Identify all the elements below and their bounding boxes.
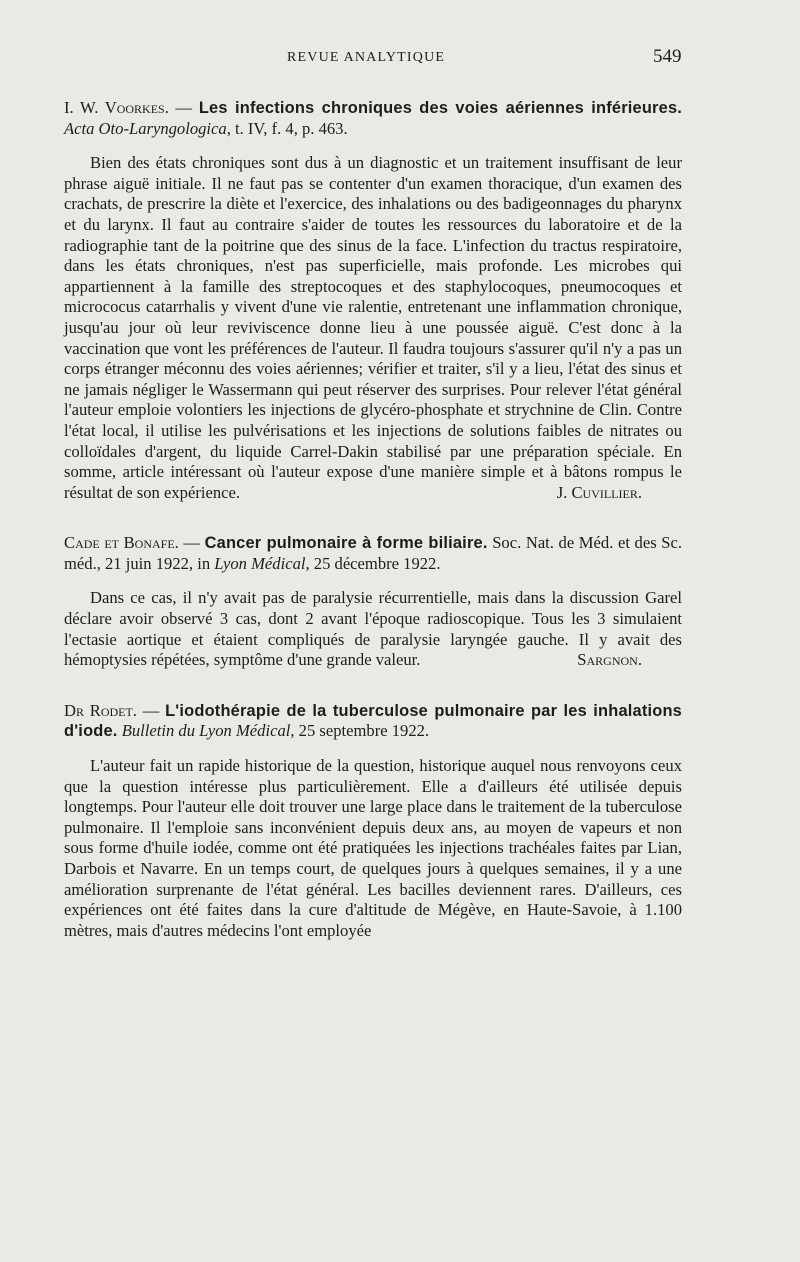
abstract-text: Bien des états chroniques sont dus à un diagnostic et un traitement insuffisant de leur phrase aiguë initiale. Il ne faut pas se contenter d'un examen thoracique, d'un examen des crachats, de prescrire la diète et l'exercice, des inhalations ou des badigeonnages du pharynx et du larynx. Il faut au contraire s'aider de toutes les ressources du laboratoire et de la radiographie tant de la poitrine que des sinus de la face. L'infection du tractus respiratoire, dans les états chroniques, n'est pas superficielle, mais profonde. Les microbes qui appartiennent à la famille des streptocoques et des staphylocoques, pneumocoques et micrococus catarrhalis y vivent d'une vie ralentie, entretenant une inflammation chronique, jusqu'au jour où leur reviviscence donne lieu à une poussée aiguë. C'est donc à la vaccination que vont les préférences de l'auteur. Il faudra toujours s'assurer qu'il n'y a pas un corps étranger méconnu des voies aériennes; vérifier et traiter, s'il y a lieu, l'état des sinus et ne jamais négliger le Wassermann qui peut réserver des surprises. Pour relever l'état général l'auteur emploie volontiers les injections de glycéro-phosphate et strychnine de Clin. Contre l'état local, il utilise les pulvérisations et les injections de solutions faibles de nitrates ou colloïdales d'argent, du liquide Carrel-Dakin stabilisé par une préparation spéciale. En somme, article intéressant où l'auteur expose d'une manière simple et à bâtons rompus le résultat de son expérience.: [64, 153, 682, 502]
abstract-text: L'auteur fait un rapide historique de la question, historique auquel nous renvoyons ceux que la question intéresse plus particulièrement. Elle a d'ailleurs été utilisée depuis longtemps. Pour l'auteur elle doit trouver une large place dans le traitement de la tuberculose pulmonaire. Il l'emploie sans inconvénient depuis deux ans, au moyen de vapeurs et non sous forme d'huile iodée, comme ont été pratiquées les injections trachéales faites par Lian, Darbois et Navarre. En un temps court, de quelques jours à quelques semaines, il y a une amélioration surprenante de l'état général. Les bacilles deviennent rares. D'ailleurs, ces expériences ont été faites dans la cure d'altitude de Mégève, en Haute-Savoie, à 1.100 mètres, mais d'autres médecins l'ont employée: [64, 756, 682, 940]
reviewer-signature: J. Cuvillier.: [556, 482, 642, 502]
article-title: Les infections chroniques des voies aériennes inférieures.: [198, 99, 683, 117]
review-list: [64, 98, 682, 971]
journal-name: Lyon Médical: [214, 553, 306, 573]
author: Cade et Bonafe.: [64, 533, 179, 553]
dash: —: [136, 700, 166, 720]
reference-details: , 25 septembre 1922.: [290, 721, 430, 741]
citation: [64, 701, 682, 742]
reference-details: Soc. Nat. de Méd. et des Sc. méd., 21 juin 1922, in: [64, 533, 683, 573]
citation: [64, 533, 682, 574]
review-entry-cade: [64, 533, 682, 671]
review-entry-voorkes: [64, 98, 682, 503]
abstract: [64, 756, 682, 941]
review-entry-rodet: [64, 701, 682, 942]
author: Dr Rodet.: [64, 700, 137, 720]
article-title: L'iodothérapie de la tuberculose pulmonaire par les inhalations d'iode.: [64, 701, 682, 741]
author: I. W. Voorkes.: [64, 98, 169, 117]
article-title: Cancer pulmonaire à forme biliaire.: [204, 534, 488, 553]
abstract: [64, 153, 682, 503]
reference-details: , t. IV, f. 4, p. 463.: [226, 118, 348, 138]
page-header: [0, 46, 800, 74]
running-title: REVUE ANALYTIQUE: [287, 50, 446, 65]
page-number: 549: [653, 46, 682, 67]
abstract-text: Dans ce cas, il n'y avait pas de paralysie récurrentielle, mais dans la discussion Garel déclare avoir observé 3 cas, dont 2 avant l'époque radioscopique. Tous les 3 simulaient l'ectasie aortique et étaient compliqués de paralysie laryngée gauche. Il y avait des hémoptysies répétées, symptôme d'une grande valeur.: [64, 588, 682, 670]
citation: [64, 98, 682, 139]
abstract: [64, 588, 682, 670]
reviewer-signature: Sargnon.: [577, 650, 642, 670]
dash: —: [168, 98, 199, 117]
journal-name: Acta Oto-Laryngologica: [64, 118, 227, 138]
dash: —: [178, 533, 205, 553]
journal-name: Bulletin du Lyon Médical: [121, 721, 291, 741]
reference-date: , 25 décembre 1922.: [305, 553, 441, 573]
